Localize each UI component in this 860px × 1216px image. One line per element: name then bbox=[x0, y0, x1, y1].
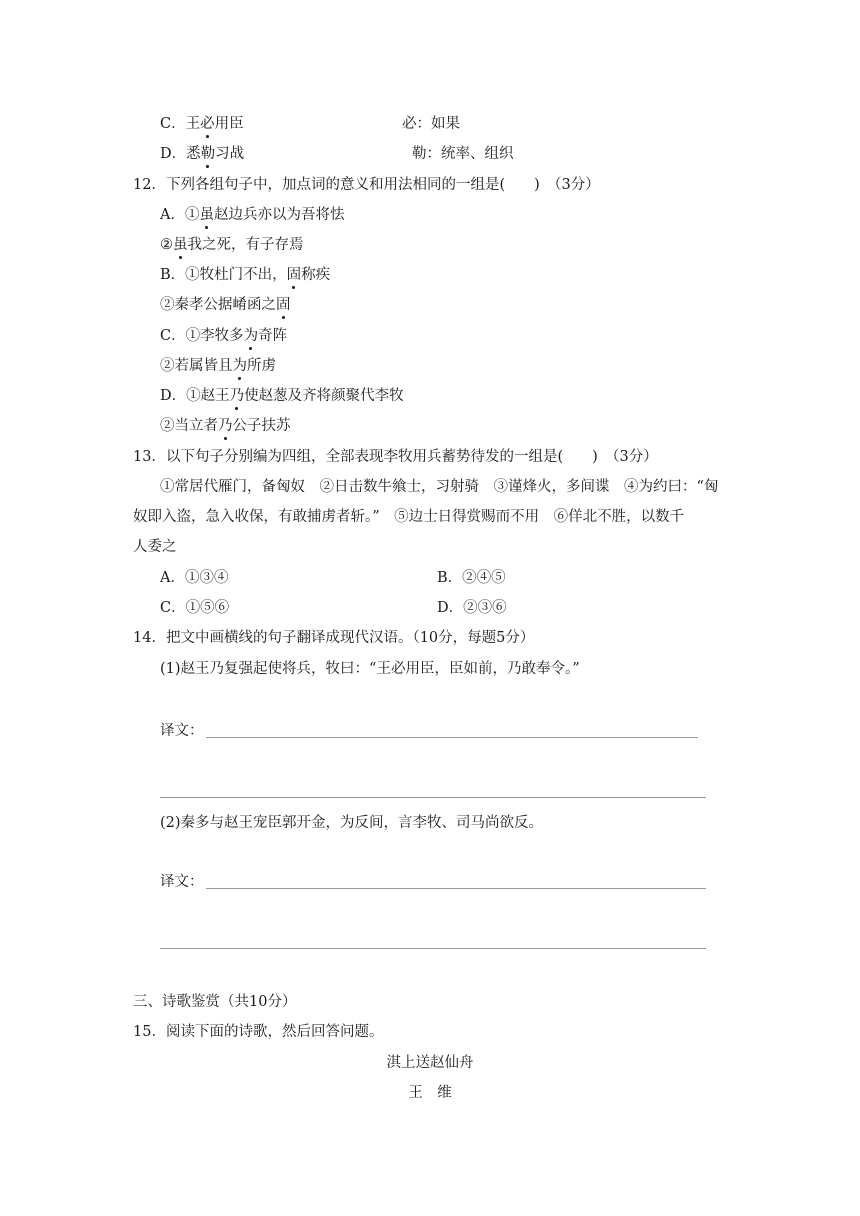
poem-title: 淇上送赵仙舟 bbox=[386, 1055, 474, 1071]
q11-option-d bbox=[160, 144, 244, 164]
q11-d-prefix: D．悉 bbox=[160, 146, 201, 162]
q11-c-prefix: C．王 bbox=[160, 116, 201, 132]
q12-c2-dotted-word: 为 bbox=[232, 358, 247, 374]
q12-a2-prefix: ② bbox=[160, 237, 173, 253]
q11-d-suffix: 习战 bbox=[215, 146, 245, 162]
translation-label-2: 译文： bbox=[160, 874, 204, 890]
q12-option-d1 bbox=[160, 386, 404, 406]
q12-d1-dotted-word: 乃 bbox=[229, 388, 245, 404]
q12-b1-prefix: B．①牧杜门不出， bbox=[160, 267, 287, 283]
q15-stem: 15．阅读下面的诗歌，然后回答问题。 bbox=[133, 1024, 384, 1040]
q13-option-d: D．②③⑥ bbox=[437, 600, 507, 616]
q12-c1-dotted-word: 为 bbox=[243, 328, 259, 344]
q13-option-b: B．②④⑤ bbox=[437, 570, 506, 586]
q12-option-b2 bbox=[160, 295, 291, 315]
answer-line-1a[interactable] bbox=[206, 737, 698, 738]
q14-stem: 14．把文中画横线的句子翻译成现代汉语。（10分，每题5分） bbox=[133, 630, 535, 646]
q12-a2-suffix: 我之死，有子存焉 bbox=[187, 237, 304, 253]
q11-d-gloss: 勒：统率、组织 bbox=[412, 146, 514, 162]
q12-a2-dotted-word: 虽 bbox=[173, 237, 188, 253]
q13-stem: 13．以下句子分别编为四组，全部表现李牧用兵蓄势待发的一组是( ) （3分） bbox=[133, 449, 658, 465]
q12-b2-dotted-word: 固 bbox=[276, 297, 291, 313]
q11-c-suffix: 用臣 bbox=[214, 116, 244, 132]
q13-passage-line-2: 奴即入盗，急入收保，有敢捕虏者斩。” ⑤边士日得赏赐而不用 ⑥佯北不胜，以数千 bbox=[133, 509, 685, 525]
q12-d2-dotted-word: 乃 bbox=[218, 418, 233, 434]
q14-sentence-2: (2)秦多与赵王宠臣郭开金，为反间，言李牧、司马尚欲反。 bbox=[160, 815, 544, 831]
q12-option-b1 bbox=[160, 265, 330, 285]
q11-c-dotted-word: 必 bbox=[200, 116, 215, 132]
q12-option-c1 bbox=[160, 326, 287, 346]
q12-d1-prefix: D．①赵王 bbox=[160, 388, 230, 404]
q12-b2-prefix: ②秦孝公据崤函之 bbox=[160, 297, 276, 313]
q12-option-d2 bbox=[160, 416, 291, 436]
q13-option-c: C．①⑤⑥ bbox=[160, 600, 230, 616]
q12-option-c2 bbox=[160, 356, 276, 376]
q13-passage-line-1: ①常居代雁门，备匈奴 ②日击数牛飨士，习射骑 ③谨烽火，多间谍 ④为约曰：“匈 bbox=[160, 479, 719, 495]
q12-a1-suffix: 赵边兵亦以为吾将怯 bbox=[213, 207, 345, 223]
section-3-heading: 三、诗歌鉴赏（共10分） bbox=[133, 994, 297, 1010]
q12-option-a1 bbox=[160, 205, 344, 225]
q12-d2-prefix: ②当立者 bbox=[160, 418, 218, 434]
translation-label-1: 译文： bbox=[160, 723, 204, 739]
answer-line-1b[interactable] bbox=[160, 797, 706, 798]
q12-a1-prefix: A．① bbox=[160, 207, 200, 223]
q13-option-a: A．①③④ bbox=[160, 570, 229, 586]
q12-c2-prefix: ②若属皆且 bbox=[160, 358, 233, 374]
q14-sentence-1: (1)赵王乃复强起使将兵，牧曰：“王必用臣，臣如前，乃敢奉令。” bbox=[160, 661, 580, 677]
q12-b1-suffix: 称疾 bbox=[301, 267, 331, 283]
q12-d1-suffix: 使赵葱及齐将颜聚代李牧 bbox=[244, 388, 404, 404]
q11-option-c bbox=[160, 114, 244, 134]
answer-line-2a[interactable] bbox=[206, 888, 706, 889]
q13-passage-line-3: 人委之 bbox=[133, 539, 177, 555]
q12-stem: 12．下列各组句子中，加点词的意义和用法相同的一组是( ) （3分） bbox=[133, 177, 600, 193]
q12-d2-suffix: 公子扶苏 bbox=[232, 418, 291, 434]
q11-c-gloss: 必：如果 bbox=[402, 116, 460, 132]
q12-c1-suffix: 奇阵 bbox=[258, 328, 288, 344]
q12-c1-prefix: C．①李牧多 bbox=[160, 328, 244, 344]
q11-d-dotted-word: 勒 bbox=[200, 146, 216, 162]
q12-option-a2 bbox=[160, 235, 304, 255]
q12-b1-dotted-word: 固 bbox=[286, 267, 302, 283]
answer-line-2b[interactable] bbox=[160, 948, 706, 949]
q12-c2-suffix: 所虏 bbox=[247, 358, 276, 374]
q12-a1-dotted-word: 虽 bbox=[199, 207, 214, 223]
poem-author: 王 维 bbox=[408, 1085, 452, 1101]
